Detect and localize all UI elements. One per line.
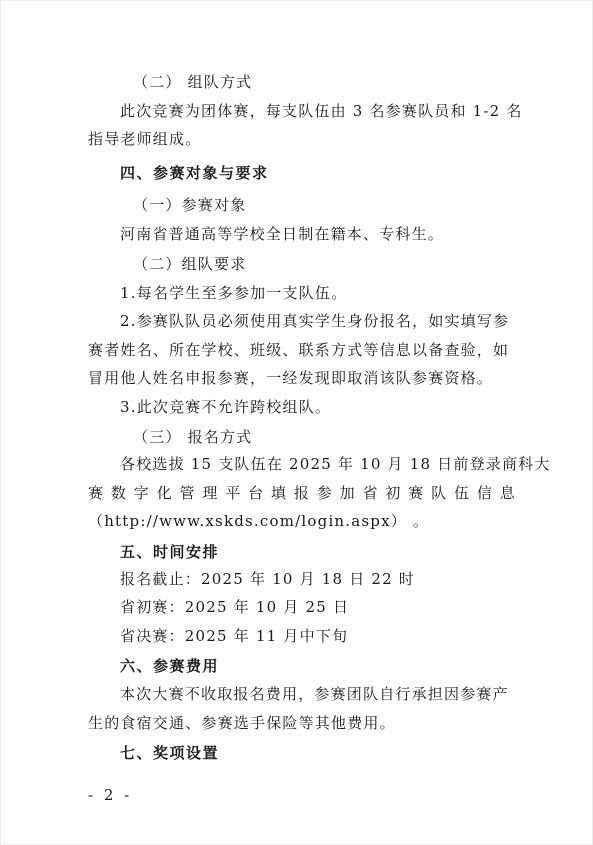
paragraph-line: 各校选拔 15 支队伍在 2025 年 10 月 18 日前登录商科大 [120,455,551,473]
schedule-line: 省决赛：2025 年 11 月中下旬 [120,627,349,645]
subsection-heading-team-formation: （二） 组队方式 [133,73,253,91]
paragraph-line: 2.参赛队队员必须使用真实学生身份报名，如实填写参 [120,312,510,330]
section-heading-awards: 七、奖项设置 [120,744,220,762]
page-number: - 2 - [88,786,133,804]
paragraph-line: 此次竞赛为团体赛，每支队伍由 3 名参赛队员和 1-2 名 [120,102,523,120]
paragraph-line: 本次大赛不收取报名费用，参赛团队自行承担因参赛产 [120,685,509,703]
paragraph-line: 冒用他人姓名申报参赛，一经发现即取消该队参赛资格。 [88,369,494,387]
section-heading-schedule: 五、时间安排 [120,543,220,561]
paragraph-line: 指导老师组成。 [88,130,202,148]
schedule-line: 报名截止：2025 年 10 月 18 日 22 时 [120,570,416,588]
paragraph-line: 赛者姓名、所在学校、班级、联系方式等信息以备查验，如 [88,341,510,359]
paragraph-line: 生的食宿交通、参赛选手保险等其他费用。 [88,714,396,732]
paragraph-line: 3.此次竞赛不允许跨校组队。 [120,398,332,416]
section-heading-participants: 四、参赛对象与要求 [120,164,269,182]
schedule-line: 省初赛：2025 年 10 月 25 日 [120,598,350,616]
paragraph-line: 赛数字化管理平台填报参加省初赛队伍信息 [88,484,516,502]
subsection-heading-registration: （三） 报名方式 [133,428,253,446]
paragraph-line: 1.每名学生至多参加一支队伍。 [120,284,348,302]
subsection-heading-team-requirements: （二）组队要求 [133,255,247,273]
registration-url: （http://www.xskds.com/login.aspx） 。 [88,512,430,530]
paragraph-line: 河南省普通高等学校全日制在籍本、专科生。 [120,225,445,243]
subsection-heading-participants: （一）参赛对象 [133,196,247,214]
section-heading-fees: 六、参赛费用 [120,657,220,675]
